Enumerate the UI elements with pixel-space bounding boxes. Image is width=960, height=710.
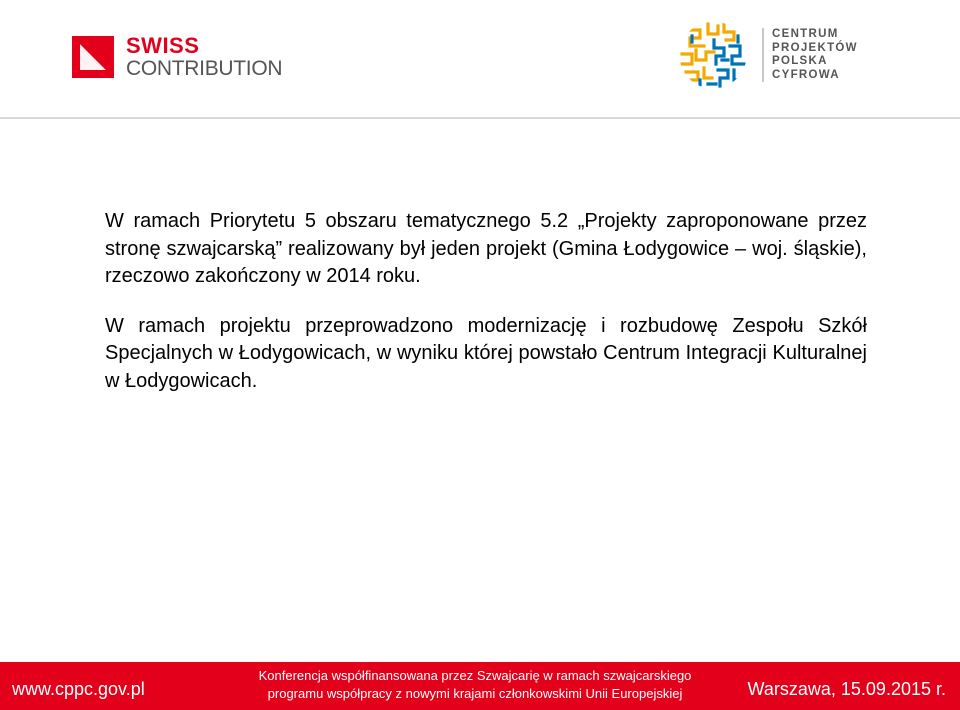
maze-circle-icon [678, 20, 748, 90]
paragraph-priority: W ramach Priorytetu 5 obszaru tematycznego 5.2 „Projekty zaproponowane przez stronę szwajcarską” realizowany był jeden projekt (Gmina Łodygowice – woj. śląskie), rzeczowo zakończony w 2014 roku. [105, 210, 867, 287]
cppc-logo-line3: POLSKA [772, 55, 828, 67]
footer-bar [0, 662, 960, 710]
footer-date: Warszawa, 15.09.2015 r. [747, 679, 946, 699]
swiss-flag-icon [72, 36, 114, 78]
header [0, 0, 960, 118]
header-divider [0, 117, 960, 119]
paragraph-project: W ramach projektu przeprowadzono modernizację i rozbudowę Zespołu Szkół Specjalnych w Łodygowicach, w wyniku której powstało Centrum Integracji Kulturalnej w Łodygowicach. [105, 314, 867, 392]
slide-body [105, 208, 867, 417]
footer-note-line1: Konferencja współfinansowana przez Szwajcarię w ramach szwajcarskiego [258, 668, 692, 683]
footer-website-link[interactable]: www.cppc.gov.pl [12, 679, 145, 699]
cppc-logo-line4: CYFROWA [772, 68, 840, 81]
footer-note-line2: programu współpracy z nowymi krajami członkowskimi Unii Europejskiej [267, 686, 683, 701]
swiss-logo-line1: SWISS [126, 33, 200, 58]
cppc-logo-line1: CENTRUM [772, 28, 839, 40]
footer-note [200, 667, 750, 703]
cppc-logo-line2: PROJEKTÓW [772, 41, 858, 54]
cppc-logo [678, 20, 858, 90]
swiss-contribution-logo [72, 34, 282, 80]
swiss-logo-line2: CONTRIBUTION [126, 57, 283, 80]
